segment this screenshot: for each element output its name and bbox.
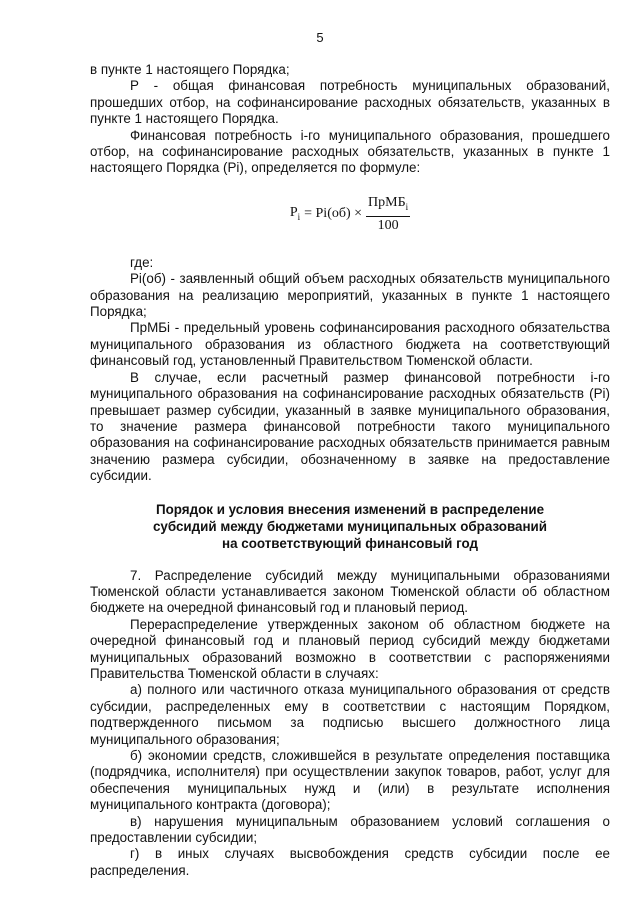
paragraph: в пункте 1 настоящего Порядка; — [90, 62, 290, 77]
paragraphs-bottom — [90, 568, 610, 880]
paragraph: г) в иных случаях высвобождения средств субсидии после ее распределения. — [90, 846, 610, 878]
formula — [90, 195, 610, 237]
paragraph: Pi(об) - заявленный общий объем расходных обязательств муниципального образования на реализацию мероприятий, указанных в пункте 1 настоящего Порядка; — [90, 271, 610, 320]
heading-line: на соответствующий финансовый год — [222, 535, 478, 551]
paragraph: Р - общая финансовая потребность муниципальных образований, прошедших отбор, на софинансирование расходных обязательств, указанных в пункте 1 настоящего Порядка. — [90, 78, 610, 127]
paragraph: где: — [130, 254, 154, 270]
heading-line: Порядок и условия внесения изменений в распределение — [155, 501, 545, 517]
page-number: 5 — [316, 30, 324, 45]
paragraphs-top — [90, 62, 610, 177]
formula-lhs: $P_i$ — [289, 204, 301, 222]
heading-line: субсидий между бюджетами муниципальных образований — [152, 518, 548, 534]
paragraph: Перераспределение утвержденных законом об областном бюджете на очередной финансовый год и плановый период субсидий между бюджетами муниципальных образований возможно в соответствии с распоряжениями Правительства Тюменской области в случаях: — [90, 616, 610, 681]
paragraph: а) полного или частичного отказа муниципального образования от средств субсидии, распределенных ему в соответствии с настоящим Порядком, подтвержденного письмом за подписью высшего должностного лица муниципального образования; — [90, 682, 610, 747]
formula-denominator: 100 — [377, 218, 399, 234]
formula-numerator: ПрМБ$_i$ — [366, 195, 410, 217]
paragraphs-mid — [90, 255, 610, 485]
paragraph: В случае, если расчетный размер финансовой потребности i-го муниципального образования на софинансирование расходных обязательств (Pi) превышает размер субсидии, указанный в заявке муниципального образования, то значение размера финансовой потребности такого муниципального образования на софинансирование расходных обязательств принимается равным значению размера субсидии, обозначенному в заявке на предоставление субсидии. — [90, 369, 610, 484]
section-heading — [90, 501, 610, 552]
formula-fraction — [366, 195, 410, 235]
paragraph: ПрМБi - предельный уровень софинансирования расходного обязательства муниципального образования из областного бюджета на соответствующий финансовый год, установленный Правительством Тюменской области. — [90, 320, 610, 369]
paragraph: 7. Распределение субсидий между муниципальными образованиями Тюменской области устанавливается законом Тюменской области об областном бюджете на очередной финансовый год и плановый период. — [90, 567, 610, 616]
paragraph: Финансовая потребность i-го муниципального образования, прошедшего отбор, на софинансирование расходных обязательств, указанных в пункте 1 настоящего Порядка (Pi), определяется по формуле: — [90, 127, 610, 176]
document-body — [90, 62, 610, 879]
formula-eq: = Pi(об) × — [304, 206, 363, 222]
paragraph: в) нарушения муниципальным образованием условий соглашения о предоставлении субсидии; — [90, 813, 610, 846]
paragraph: б) экономии средств, сложившейся в результате определения поставщика (подрядчика, исполнителя) при осуществлении закупок товаров, работ, услуг для обеспечения муниципальных нужд и (или) в результате исполнения муниципального контракта (договора); — [90, 748, 610, 813]
